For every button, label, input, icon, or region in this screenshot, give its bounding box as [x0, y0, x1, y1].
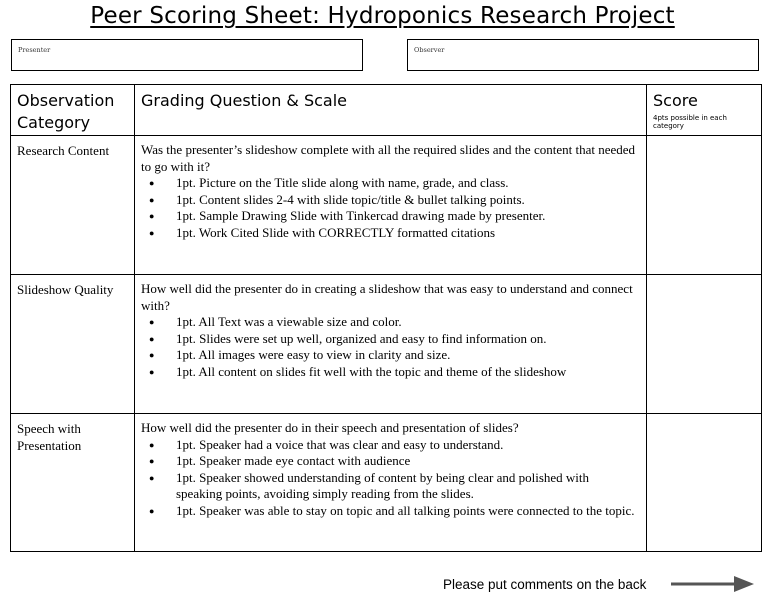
header-category: Observation Category	[11, 85, 135, 136]
question-text: How well did the presenter do in their speech and presentation of slides?	[141, 420, 519, 435]
score-note: 4pts possible in each category	[653, 114, 727, 130]
score-cell[interactable]	[647, 414, 762, 552]
criteria-item: ● 1pt. Speaker made eye contact with audience	[141, 453, 638, 470]
score-cell[interactable]	[647, 136, 762, 275]
header-score-label: Score	[653, 91, 698, 110]
scoring-table	[10, 84, 762, 552]
criteria-item: ● 1pt. Speaker showed understanding of content by being clear and polished with speaking points, avoiding simply reading from the slides.	[141, 470, 638, 503]
presenter-label: Presenter	[18, 46, 51, 54]
criteria-list	[141, 314, 638, 380]
question-cell	[135, 136, 647, 275]
category-cell: Speech with Presentation	[11, 414, 135, 552]
header-question: Grading Question & Scale	[135, 85, 647, 136]
category-cell: Slideshow Quality	[11, 275, 135, 414]
question-cell	[135, 275, 647, 414]
criteria-item: ● 1pt. Slides were set up well, organized and easy to find information on.	[141, 331, 638, 348]
header-score	[647, 85, 762, 136]
question-cell	[135, 414, 647, 552]
criteria-item: ● 1pt. Work Cited Slide with CORRECTLY formatted citations	[141, 225, 638, 242]
criteria-item: ● 1pt. Speaker had a voice that was clear and easy to understand.	[141, 437, 638, 454]
score-cell[interactable]	[647, 275, 762, 414]
question-text: How well did the presenter do in creating a slideshow that was easy to understand and connect with?	[141, 281, 633, 313]
criteria-item: ● 1pt. All content on slides fit well with the topic and theme of the slideshow	[141, 364, 638, 381]
criteria-list	[141, 175, 638, 241]
table-row	[11, 275, 762, 414]
criteria-item: ● 1pt. Content slides 2-4 with slide topic/title & bullet talking points.	[141, 192, 638, 209]
criteria-item: ● 1pt. Speaker was able to stay on topic and all talking points were connected to the topic.	[141, 503, 638, 520]
page-title: Peer Scoring Sheet: Hydroponics Research Project	[90, 3, 675, 29]
presenter-field[interactable]	[11, 39, 363, 71]
footer-note: Please put comments on the back	[443, 577, 647, 592]
criteria-item: ● 1pt. All images were easy to view in clarity and size.	[141, 347, 638, 364]
table-row	[11, 136, 762, 275]
criteria-item: ● 1pt. Sample Drawing Slide with Tinkercad drawing made by presenter.	[141, 208, 638, 225]
criteria-list	[141, 437, 638, 520]
category-cell: Research Content	[11, 136, 135, 275]
question-text: Was the presenter’s slideshow complete with all the required slides and the content that needed to go with it?	[141, 142, 636, 174]
criteria-item: ● 1pt. All Text was a viewable size and color.	[141, 314, 638, 331]
table-header-row	[11, 85, 762, 136]
criteria-item: ● 1pt. Picture on the Title slide along with name, grade, and class.	[141, 175, 638, 192]
observer-field[interactable]	[407, 39, 759, 71]
right-arrow-icon	[670, 574, 756, 594]
table-row	[11, 414, 762, 552]
observer-label: Observer	[414, 46, 445, 54]
